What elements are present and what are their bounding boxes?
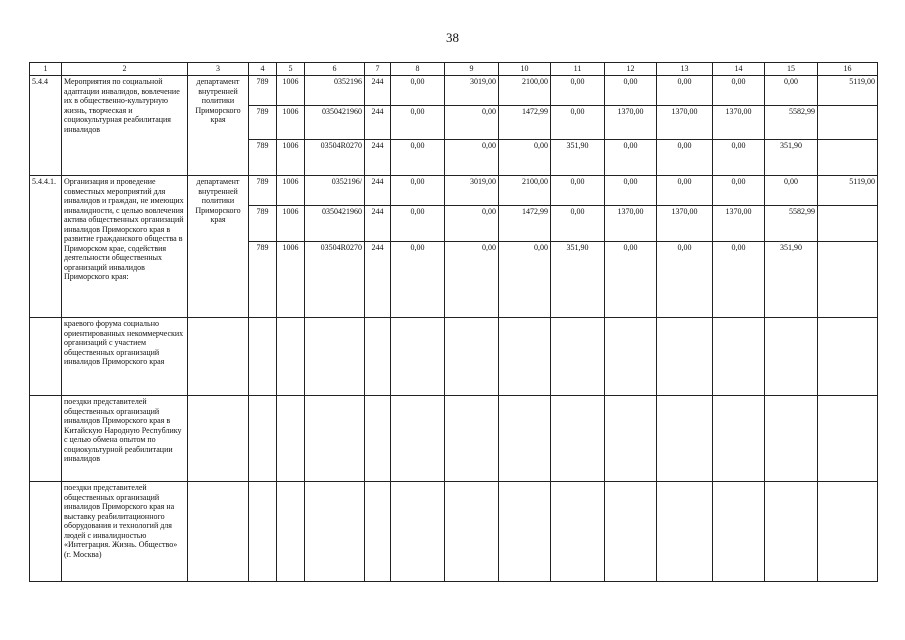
cell: 0352196	[305, 76, 365, 106]
cell: 0,00	[445, 242, 499, 318]
cell: 0,00	[391, 76, 445, 106]
cell: 0,00	[657, 242, 713, 318]
cell: 0,00	[713, 76, 765, 106]
cell	[765, 318, 818, 396]
cell: 0,00	[657, 76, 713, 106]
cell: 351,90	[765, 140, 818, 176]
cell	[657, 396, 713, 482]
cell: 1370,00	[713, 106, 765, 140]
cell	[657, 482, 713, 582]
col-header: 12	[605, 63, 657, 76]
col-header: 13	[657, 63, 713, 76]
cell: 0,00	[657, 176, 713, 206]
cell: 1006	[277, 206, 305, 242]
cell: 244	[365, 206, 391, 242]
cell	[277, 482, 305, 582]
table-row	[30, 318, 878, 396]
col-header: 15	[765, 63, 818, 76]
cell	[365, 318, 391, 396]
cell: 0,00	[605, 76, 657, 106]
cell: 0,00	[391, 140, 445, 176]
cell	[445, 318, 499, 396]
cell	[365, 482, 391, 582]
cell: 0,00	[713, 176, 765, 206]
cell: 1006	[277, 176, 305, 206]
cell	[818, 242, 878, 318]
sub-item-description: краевого форума социально ориентированных некоммерческих организаций с участием общественных организаций инвалидов Приморского края	[62, 318, 188, 396]
col-header: 10	[499, 63, 551, 76]
cell: 0,00	[713, 140, 765, 176]
cell: 789	[249, 242, 277, 318]
cell: 244	[365, 242, 391, 318]
col-header: 3	[188, 63, 249, 76]
header-row	[30, 63, 878, 76]
cell: 0,00	[445, 206, 499, 242]
cell: 1370,00	[657, 206, 713, 242]
col-header: 9	[445, 63, 499, 76]
col-header: 6	[305, 63, 365, 76]
cell: 351,90	[765, 242, 818, 318]
cell	[445, 482, 499, 582]
cell	[249, 318, 277, 396]
col-header: 2	[62, 63, 188, 76]
cell	[188, 482, 249, 582]
cell	[391, 318, 445, 396]
cell: 0,00	[391, 206, 445, 242]
col-header: 5	[277, 63, 305, 76]
cell: 0,00	[605, 140, 657, 176]
cell: 244	[365, 176, 391, 206]
responsible-department: департамент внутренней политики Приморского края	[188, 176, 249, 318]
cell: 1370,00	[605, 106, 657, 140]
cell: 5119,00	[818, 76, 878, 106]
cell	[765, 396, 818, 482]
cell: 0,00	[551, 176, 605, 206]
page-number: 38	[446, 30, 459, 45]
cell	[249, 482, 277, 582]
cell: 3019,00	[445, 176, 499, 206]
col-header: 7	[365, 63, 391, 76]
cell: 789	[249, 140, 277, 176]
cell	[818, 140, 878, 176]
cell: 5582,99	[765, 106, 818, 140]
cell: 2100,00	[499, 76, 551, 106]
cell: 0,00	[551, 76, 605, 106]
cell: 244	[365, 140, 391, 176]
cell: 03504R0270	[305, 140, 365, 176]
cell	[713, 482, 765, 582]
cell: 244	[365, 76, 391, 106]
cell: 1472,99	[499, 206, 551, 242]
col-header: 16	[818, 63, 878, 76]
cell: 351,90	[551, 242, 605, 318]
cell	[713, 396, 765, 482]
cell	[249, 396, 277, 482]
cell	[277, 318, 305, 396]
cell	[605, 318, 657, 396]
cell: 0,00	[391, 242, 445, 318]
cell: 0,00	[445, 106, 499, 140]
cell: 244	[365, 106, 391, 140]
col-header: 8	[391, 63, 445, 76]
col-header: 1	[30, 63, 62, 76]
budget-table	[29, 62, 878, 582]
sub-item-description: поездки представителей общественных организаций инвалидов Приморского края на выставку реабилитационного оборудования и технологий для людей с инвалидностью «Интеграция. Жизнь. Общество» (г. Москва)	[62, 482, 188, 582]
cell	[365, 396, 391, 482]
cell	[499, 396, 551, 482]
cell	[605, 396, 657, 482]
cell	[277, 396, 305, 482]
table-row	[30, 396, 878, 482]
cell	[551, 318, 605, 396]
cell	[818, 318, 878, 396]
cell	[305, 482, 365, 582]
cell	[551, 396, 605, 482]
cell	[657, 318, 713, 396]
cell: 0,00	[605, 176, 657, 206]
cell	[391, 482, 445, 582]
cell	[713, 318, 765, 396]
cell	[30, 482, 62, 582]
cell: 1370,00	[713, 206, 765, 242]
cell	[818, 106, 878, 140]
cell: 789	[249, 106, 277, 140]
responsible-department: департамент внутренней политики Приморского края	[188, 76, 249, 176]
cell: 5119,00	[818, 176, 878, 206]
cell: 0,00	[605, 242, 657, 318]
cell	[818, 482, 878, 582]
cell	[818, 206, 878, 242]
cell: 0,00	[499, 140, 551, 176]
item-description: Организация и проведение совместных мероприятий для инвалидов и граждан, не имеющих инвалидности, с целью вовлечения актива общественных организаций инвалидов Приморского края в развитие гражданского общества в Приморском крае, содействия деятельности общественных организаций инвалидов Приморского края:	[62, 176, 188, 318]
cell: 0,00	[765, 76, 818, 106]
table-row	[30, 176, 878, 206]
table-row	[30, 482, 878, 582]
item-number: 5.4.4.1.	[30, 176, 62, 318]
cell	[188, 396, 249, 482]
cell: 0,00	[391, 106, 445, 140]
cell: 0,00	[551, 106, 605, 140]
cell: 351,90	[551, 140, 605, 176]
cell: 0352196/	[305, 176, 365, 206]
cell: 3019,00	[445, 76, 499, 106]
col-header: 4	[249, 63, 277, 76]
cell	[188, 318, 249, 396]
cell: 789	[249, 76, 277, 106]
cell: 789	[249, 206, 277, 242]
cell: 1370,00	[657, 106, 713, 140]
cell: 0,00	[551, 206, 605, 242]
table-row	[30, 76, 878, 106]
cell: 0350421960	[305, 106, 365, 140]
cell	[30, 318, 62, 396]
col-header: 14	[713, 63, 765, 76]
cell: 1370,00	[605, 206, 657, 242]
cell: 1006	[277, 106, 305, 140]
cell: 0,00	[391, 176, 445, 206]
cell: 1006	[277, 76, 305, 106]
cell: 5582,99	[765, 206, 818, 242]
col-header: 11	[551, 63, 605, 76]
item-number: 5.4.4	[30, 76, 62, 176]
cell: 03504R0270	[305, 242, 365, 318]
cell	[445, 396, 499, 482]
sub-item-description: поездки представителей общественных организаций инвалидов Приморского края в Китайскую Народную Республику с целью обмена опытом по социокультурной реабилитации инвалидов	[62, 396, 188, 482]
cell: 0,00	[445, 140, 499, 176]
cell	[391, 396, 445, 482]
cell: 0,00	[765, 176, 818, 206]
cell	[605, 482, 657, 582]
cell	[499, 318, 551, 396]
cell: 0350421960	[305, 206, 365, 242]
cell: 0,00	[713, 242, 765, 318]
cell	[765, 482, 818, 582]
cell: 2100,00	[499, 176, 551, 206]
cell	[818, 396, 878, 482]
cell	[305, 396, 365, 482]
cell: 789	[249, 176, 277, 206]
cell: 1006	[277, 242, 305, 318]
cell	[551, 482, 605, 582]
cell: 0,00	[657, 140, 713, 176]
cell: 0,00	[499, 242, 551, 318]
cell: 1006	[277, 140, 305, 176]
cell	[499, 482, 551, 582]
cell	[30, 396, 62, 482]
cell: 1472,99	[499, 106, 551, 140]
cell	[305, 318, 365, 396]
item-description: Мероприятия по социальной адаптации инвалидов, вовлечение их в общественно-культурную жизнь, творческая и социокультурная реабилитация инвалидов	[62, 76, 188, 176]
